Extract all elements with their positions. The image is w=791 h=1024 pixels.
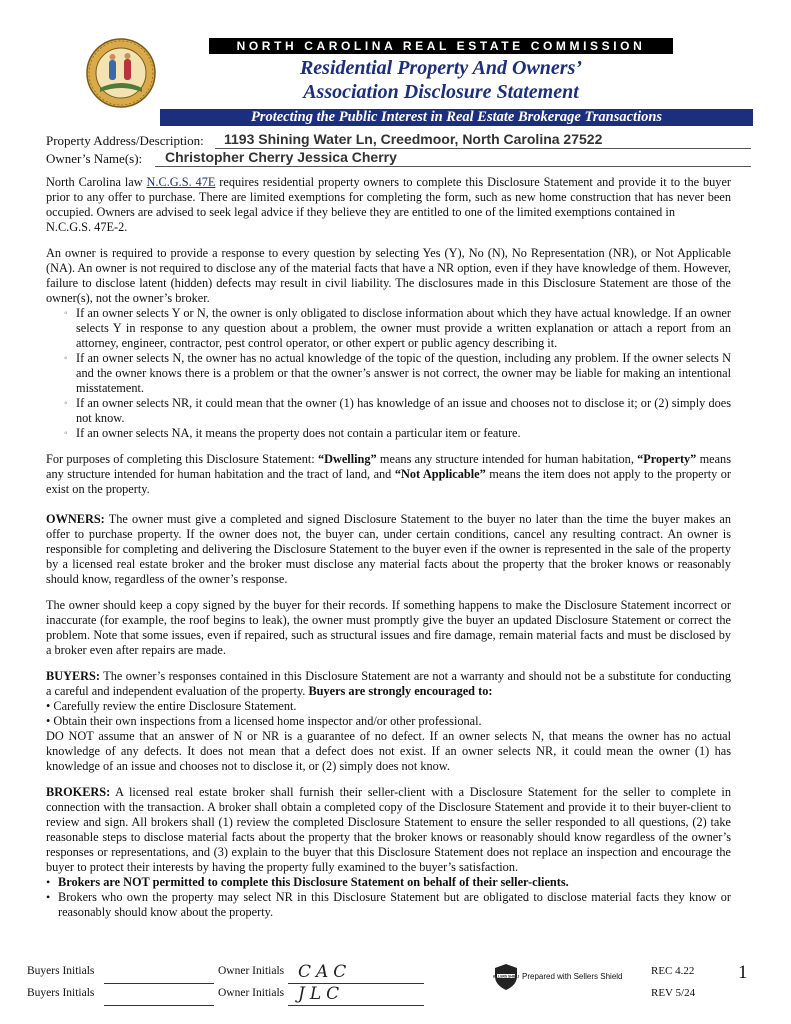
buyers-initials-label-1: Buyers Initials bbox=[27, 965, 95, 977]
list-item: ◦ If an owner selects NR, it could mean that the owner (1) has knowledge of an issue and chooses not to disclose it; or (2) simply does not know. bbox=[64, 396, 731, 425]
bullet-text: If an owner selects NA, it means the property does not contain a particular item or feature. bbox=[76, 426, 521, 440]
brokers-paragraph bbox=[46, 785, 731, 875]
owner-name-line bbox=[155, 166, 751, 167]
def-text: means the item does not apply to the property or exist on the property. bbox=[46, 467, 732, 496]
def-not-applicable: “Not Applicable” bbox=[394, 467, 486, 481]
buyers-text: The owner’s responses contained in this Disclosure Statement are not a warranty and should not be a substitute for conducting a careful and independent evaluation of the property. bbox=[46, 669, 731, 698]
shield-icon bbox=[493, 963, 519, 991]
update-paragraph: The owner should keep a copy signed by the buyer for their records. If something happens to make the Disclosure Statement incorrect or inaccurate (for example, the roof begins to leak), the owner must promptly give the buyer an updated Disclosure Statement or correct the problem. Note that some issues, even if repaired, such as structural issues and fire damage, remain material facts and must be disclosed by a broker even after repairs are made. bbox=[46, 598, 731, 657]
definitions-paragraph bbox=[46, 452, 731, 497]
owner-initials-signature-1: CAC bbox=[298, 962, 352, 982]
owners-text: The owner must give a completed and signed Disclosure Statement to the buyer no later than the time the buyer makes an offer to purchase property. If the owner does not, the buyer can, under certain conditions, cancel any resulting contract. An owner is responsible for completing and delivering the Disclosure Statement to the buyer even if the owner is represented in the sale of the property by a licensed real estate broker and the broker must disclose any material facts about the property that the broker knows or reasonably should know, regardless of the owner’s response. bbox=[46, 512, 731, 586]
address-label: Property Address/Description: bbox=[46, 133, 204, 148]
prepared-with-text: Prepared with Sellers Shield bbox=[522, 972, 623, 981]
address-value[interactable]: 1193 Shining Water Ln, Creedmoor, North Carolina 27522 bbox=[224, 131, 603, 147]
brokers-bullets bbox=[46, 875, 731, 920]
sellers-shield-logo bbox=[493, 963, 519, 996]
buyers-initials-line-2[interactable] bbox=[104, 1005, 214, 1006]
buyers-heading: BUYERS: bbox=[46, 669, 100, 683]
def-text: means any structure intended for human habitation and the tract of land, and bbox=[46, 452, 731, 481]
rev-code: REV 5/24 bbox=[651, 987, 696, 999]
buyers-list bbox=[46, 699, 731, 729]
ncgs-47e-link[interactable]: N.C.G.S. 47E bbox=[146, 175, 216, 189]
buyers-strong: Buyers are strongly encouraged to: bbox=[308, 684, 493, 698]
list-item: • Obtain their own inspections from a licensed home inspector and/or other professional. bbox=[46, 714, 482, 728]
list-item: • Brokers who own the property may select NR in this Disclosure Statement but are obligated to disclose material facts they know or reasonably should know about the property. bbox=[46, 890, 731, 919]
brokers-heading: BROKERS: bbox=[46, 785, 111, 799]
buyers-initials-label-2: Buyers Initials bbox=[27, 987, 95, 999]
list-item: • Carefully review the entire Disclosure Statement. bbox=[46, 699, 297, 713]
response-bullets bbox=[46, 306, 731, 441]
disclosure-body bbox=[46, 175, 731, 931]
list-item: ◦ If an owner selects NA, it means the property does not contain a particular item or feature. bbox=[64, 426, 521, 440]
def-text: For purposes of completing this Disclosure Statement: bbox=[46, 452, 318, 466]
commission-banner: NORTH CAROLINA REAL ESTATE COMMISSION bbox=[209, 38, 673, 54]
owner-initials-signature-2: JLC bbox=[298, 984, 345, 1004]
def-property: “Property” bbox=[637, 452, 697, 466]
response-paragraph: An owner is required to provide a response to every question by selecting Yes (Y), No (N), No Representation (NR), or Not Applicable (NA). An owner is not required to disclose any of the material facts that have a NR option, even if they have knowledge of them. However, failure to disclose latent (hidden) defects may result in civil liability. The disclosures made in this Disclosure Statement are those of the owner(s), not the owner’s broker. bbox=[46, 246, 731, 305]
intro-citation: N.C.G.S. 47E-2. bbox=[46, 220, 128, 234]
bullet-text: Brokers who own the property may select NR in this Disclosure Statement but are obligated to disclose material facts they know or reasonably should know about the property. bbox=[58, 890, 731, 919]
bullet-text: If an owner selects N, the owner has no actual knowledge of the topic of the question, including any problem. If the owner selects N and the owner knows there is a problem or that the owner’s answer is not correct, the owner may be liable for making an intentional misstatement. bbox=[76, 351, 731, 395]
nc-commission-seal bbox=[86, 38, 156, 108]
owner-initials-line-2[interactable] bbox=[288, 1005, 424, 1006]
owner-initials-label-2: Owner Initials bbox=[218, 987, 285, 999]
list-item: ◦ If an owner selects N, the owner has no actual knowledge of the topic of the question, including any problem. If the owner selects N and the owner knows there is a problem or that the owner’s answer is not correct, the owner may be liable for making an intentional misstatement. bbox=[64, 351, 731, 395]
intro-text: North Carolina law bbox=[46, 175, 147, 189]
def-text: means any structure intended for human habitation, bbox=[376, 452, 638, 466]
form-title bbox=[209, 56, 673, 104]
owners-heading: OWNERS: bbox=[46, 512, 105, 526]
owner-name-label: Owner’s Name(s): bbox=[46, 151, 143, 166]
list-item: ◦ If an owner selects Y or N, the owner is only obligated to disclose information about which they have actual knowledge. If an owner selects Y in response to any question about a problem, the owner must provide a written explanation or attach a report from an attorney, engineer, contractor, pest control operator, or other expert or public agency describing it. bbox=[64, 306, 731, 350]
bullet-text: Brokers are NOT permitted to complete this Disclosure Statement on behalf of their seller-clients. bbox=[58, 875, 569, 889]
page-number: 1 bbox=[738, 962, 748, 983]
intro-paragraph bbox=[46, 175, 731, 235]
owner-name-value[interactable]: Christopher Cherry Jessica Cherry bbox=[165, 149, 397, 165]
rec-code: REC 4.22 bbox=[651, 965, 695, 977]
form-title-line-1: Residential Property And Owners’ bbox=[299, 57, 583, 79]
intro-text-cont: requires residential property owners to complete this Disclosure Statement and provide it to the buyer prior to any offer to purchase. There are limited exemptions for completing the form, such as new home construction that has never been occupied. Owners are advised to seek legal advice if they believe they are entitled to one of the limited exemptions contained in bbox=[46, 175, 732, 219]
tagline-banner: Protecting the Public Interest in Real Estate Brokerage Transactions bbox=[160, 109, 753, 126]
buyers-initials-line-1[interactable] bbox=[104, 983, 214, 984]
bullet-text: If an owner selects Y or N, the owner is only obligated to disclose information about which they have actual knowledge. If an owner selects Y in response to any question about a problem, the owner must provide a written explanation or attach a report from an attorney, engineer, contractor, pest control operator, or other expert or public agency describing it. bbox=[76, 306, 731, 350]
brokers-text: A licensed real estate broker shall furnish their seller-client with a Disclosure Statement for the seller to complete in connection with the transaction. A broker shall obtain a completed copy of the Disclosure Statement and provide it to their buyer-client to review and sign. All brokers shall (1) review the completed Disclosure Statement to ensure the seller responded to all questions, (2) take reasonable steps to disclose material facts about the property that the broker knows or reasonably should know regardless of the owner’s responses or representations, and (3) explain to the buyer that this Disclosure Statement does not replace an inspection and encourage the buyer to protect their interests by having the property fully examined to the buyer’s satisfaction. bbox=[46, 785, 731, 874]
form-title-line-2: Association Disclosure Statement bbox=[303, 81, 579, 103]
logo-text: SELLERS SHIELD bbox=[493, 974, 519, 979]
owners-paragraph bbox=[46, 512, 731, 587]
buyers-paragraph bbox=[46, 669, 731, 699]
bullet-text: If an owner selects NR, it could mean that the owner (1) has knowledge of an issue and chooses not to disclose it; or (2) simply does not know. bbox=[76, 396, 731, 425]
def-dwelling: “Dwelling” bbox=[317, 452, 377, 466]
buyers-warning: DO NOT assume that an answer of N or NR is a guarantee of no defect. If an owner selects N, that means the owner has no actual knowledge of any defects. It does not mean that a defect does not exist. If an owner selects NR, it could mean the owner (1) has knowledge of an issue and chooses not to disclose it, or (2) simply does not know. bbox=[46, 729, 731, 773]
list-item: • Brokers are NOT permitted to complete this Disclosure Statement on behalf of their seller-clients. bbox=[46, 875, 569, 889]
owner-initials-label-1: Owner Initials bbox=[218, 965, 285, 977]
